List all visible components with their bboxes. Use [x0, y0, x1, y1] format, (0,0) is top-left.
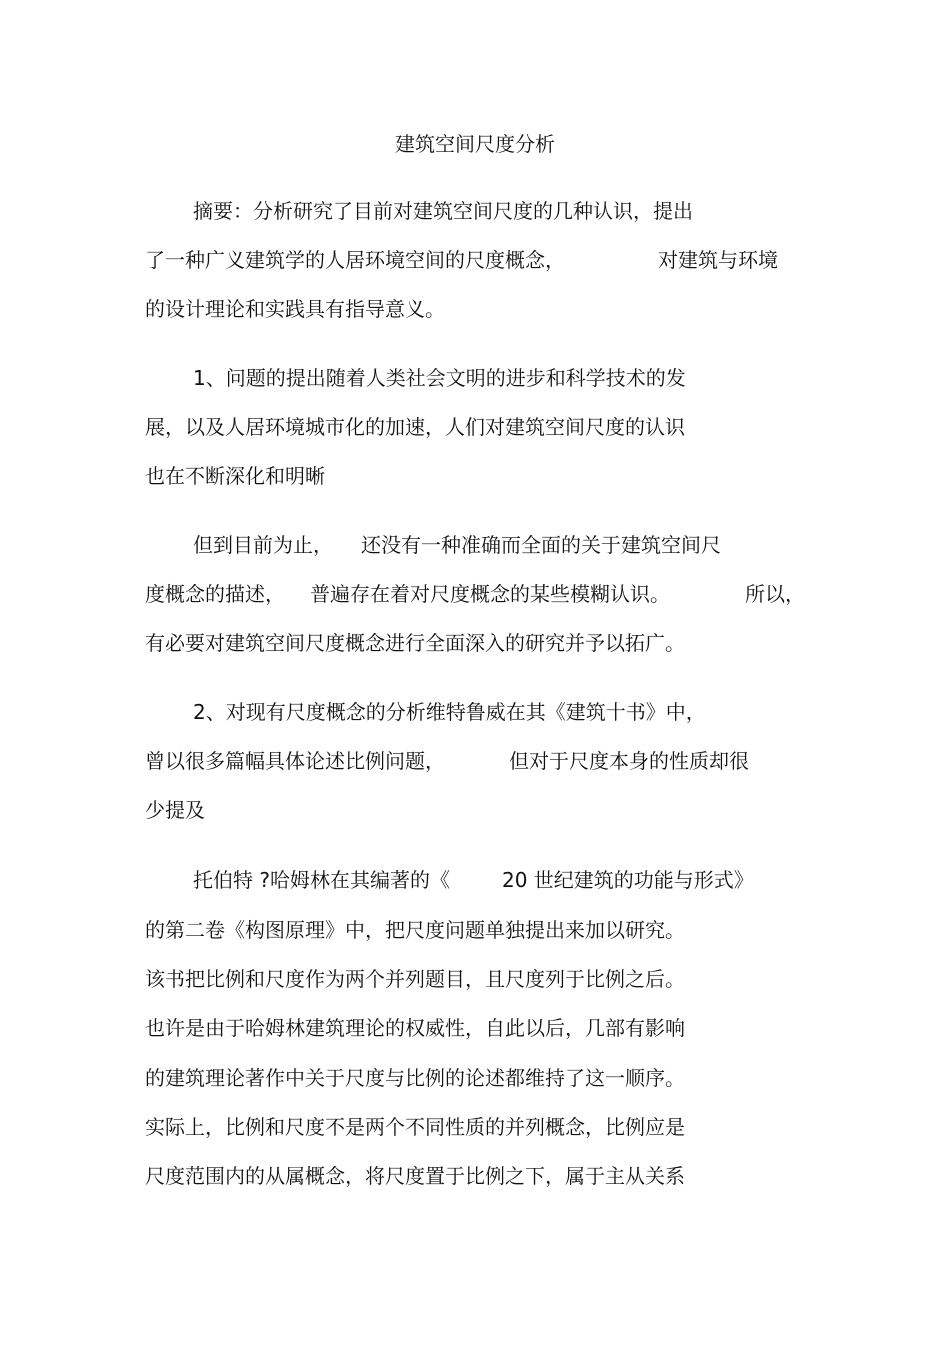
text-line: 了一种广义建筑学的人居环境空间的尺度概念， [145, 248, 565, 272]
text-line: 曾以很多篇幅具体论述比例问题， [145, 749, 445, 773]
text-line: 20 世纪建筑的功能与形式》 [502, 868, 754, 892]
text-line: 有必要对建筑空间尺度概念进行全面深入的研究并予以拓广。 [145, 631, 685, 655]
text-line: 度概念的描述， [145, 582, 285, 606]
text-line: 也在不断深化和明晰 [145, 464, 325, 488]
text-line: 该书把比例和尺度作为两个并列题目，且尺度列于比例之后。 [145, 967, 685, 991]
text-line: 托伯特 ?哈姆林在其编著的《 [193, 868, 450, 892]
text-line: 所以， [745, 582, 805, 606]
text-line: 也许是由于哈姆林建筑理论的权威性，自此以后，几部有影响 [145, 1016, 685, 1040]
text-line: 2、对现有尺度概念的分析维特鲁威在其《建筑十书》中， [193, 700, 706, 724]
text-line: 1、问题的提出随着人类社会文明的进步和科学技术的发 [193, 366, 686, 390]
text-line: 但到目前为止， [193, 533, 333, 557]
text-line: 的设计理论和实践具有指导意义。 [145, 297, 445, 321]
text-line: 实际上，比例和尺度不是两个不同性质的并列概念，比例应是 [145, 1115, 685, 1139]
text-line: 展，以及人居环境城市化的加速，人们对建筑空间尺度的认识 [145, 415, 685, 439]
text-line: 的建筑理论著作中关于尺度与比例的论述都维持了这一顺序。 [145, 1066, 685, 1090]
text-line: 普遍存在着对尺度概念的某些模糊认识。 [310, 582, 670, 606]
text-line: 但对于尺度本身的性质却很 [509, 749, 749, 773]
text-line: 少提及 [145, 798, 205, 822]
text-line: 对建筑与环境 [658, 248, 778, 272]
document-title: 建筑空间尺度分析 [395, 132, 555, 156]
text-line: 还没有一种准确而全面的关于建筑空间尺 [361, 533, 721, 557]
text-line: 摘要：分析研究了目前对建筑空间尺度的几种认识，提出 [193, 199, 693, 223]
text-line: 尺度范围内的从属概念，将尺度置于比例之下，属于主从关系 [145, 1164, 685, 1188]
text-line: 的第二卷《构图原理》中，把尺度问题单独提出来加以研究。 [145, 918, 685, 942]
